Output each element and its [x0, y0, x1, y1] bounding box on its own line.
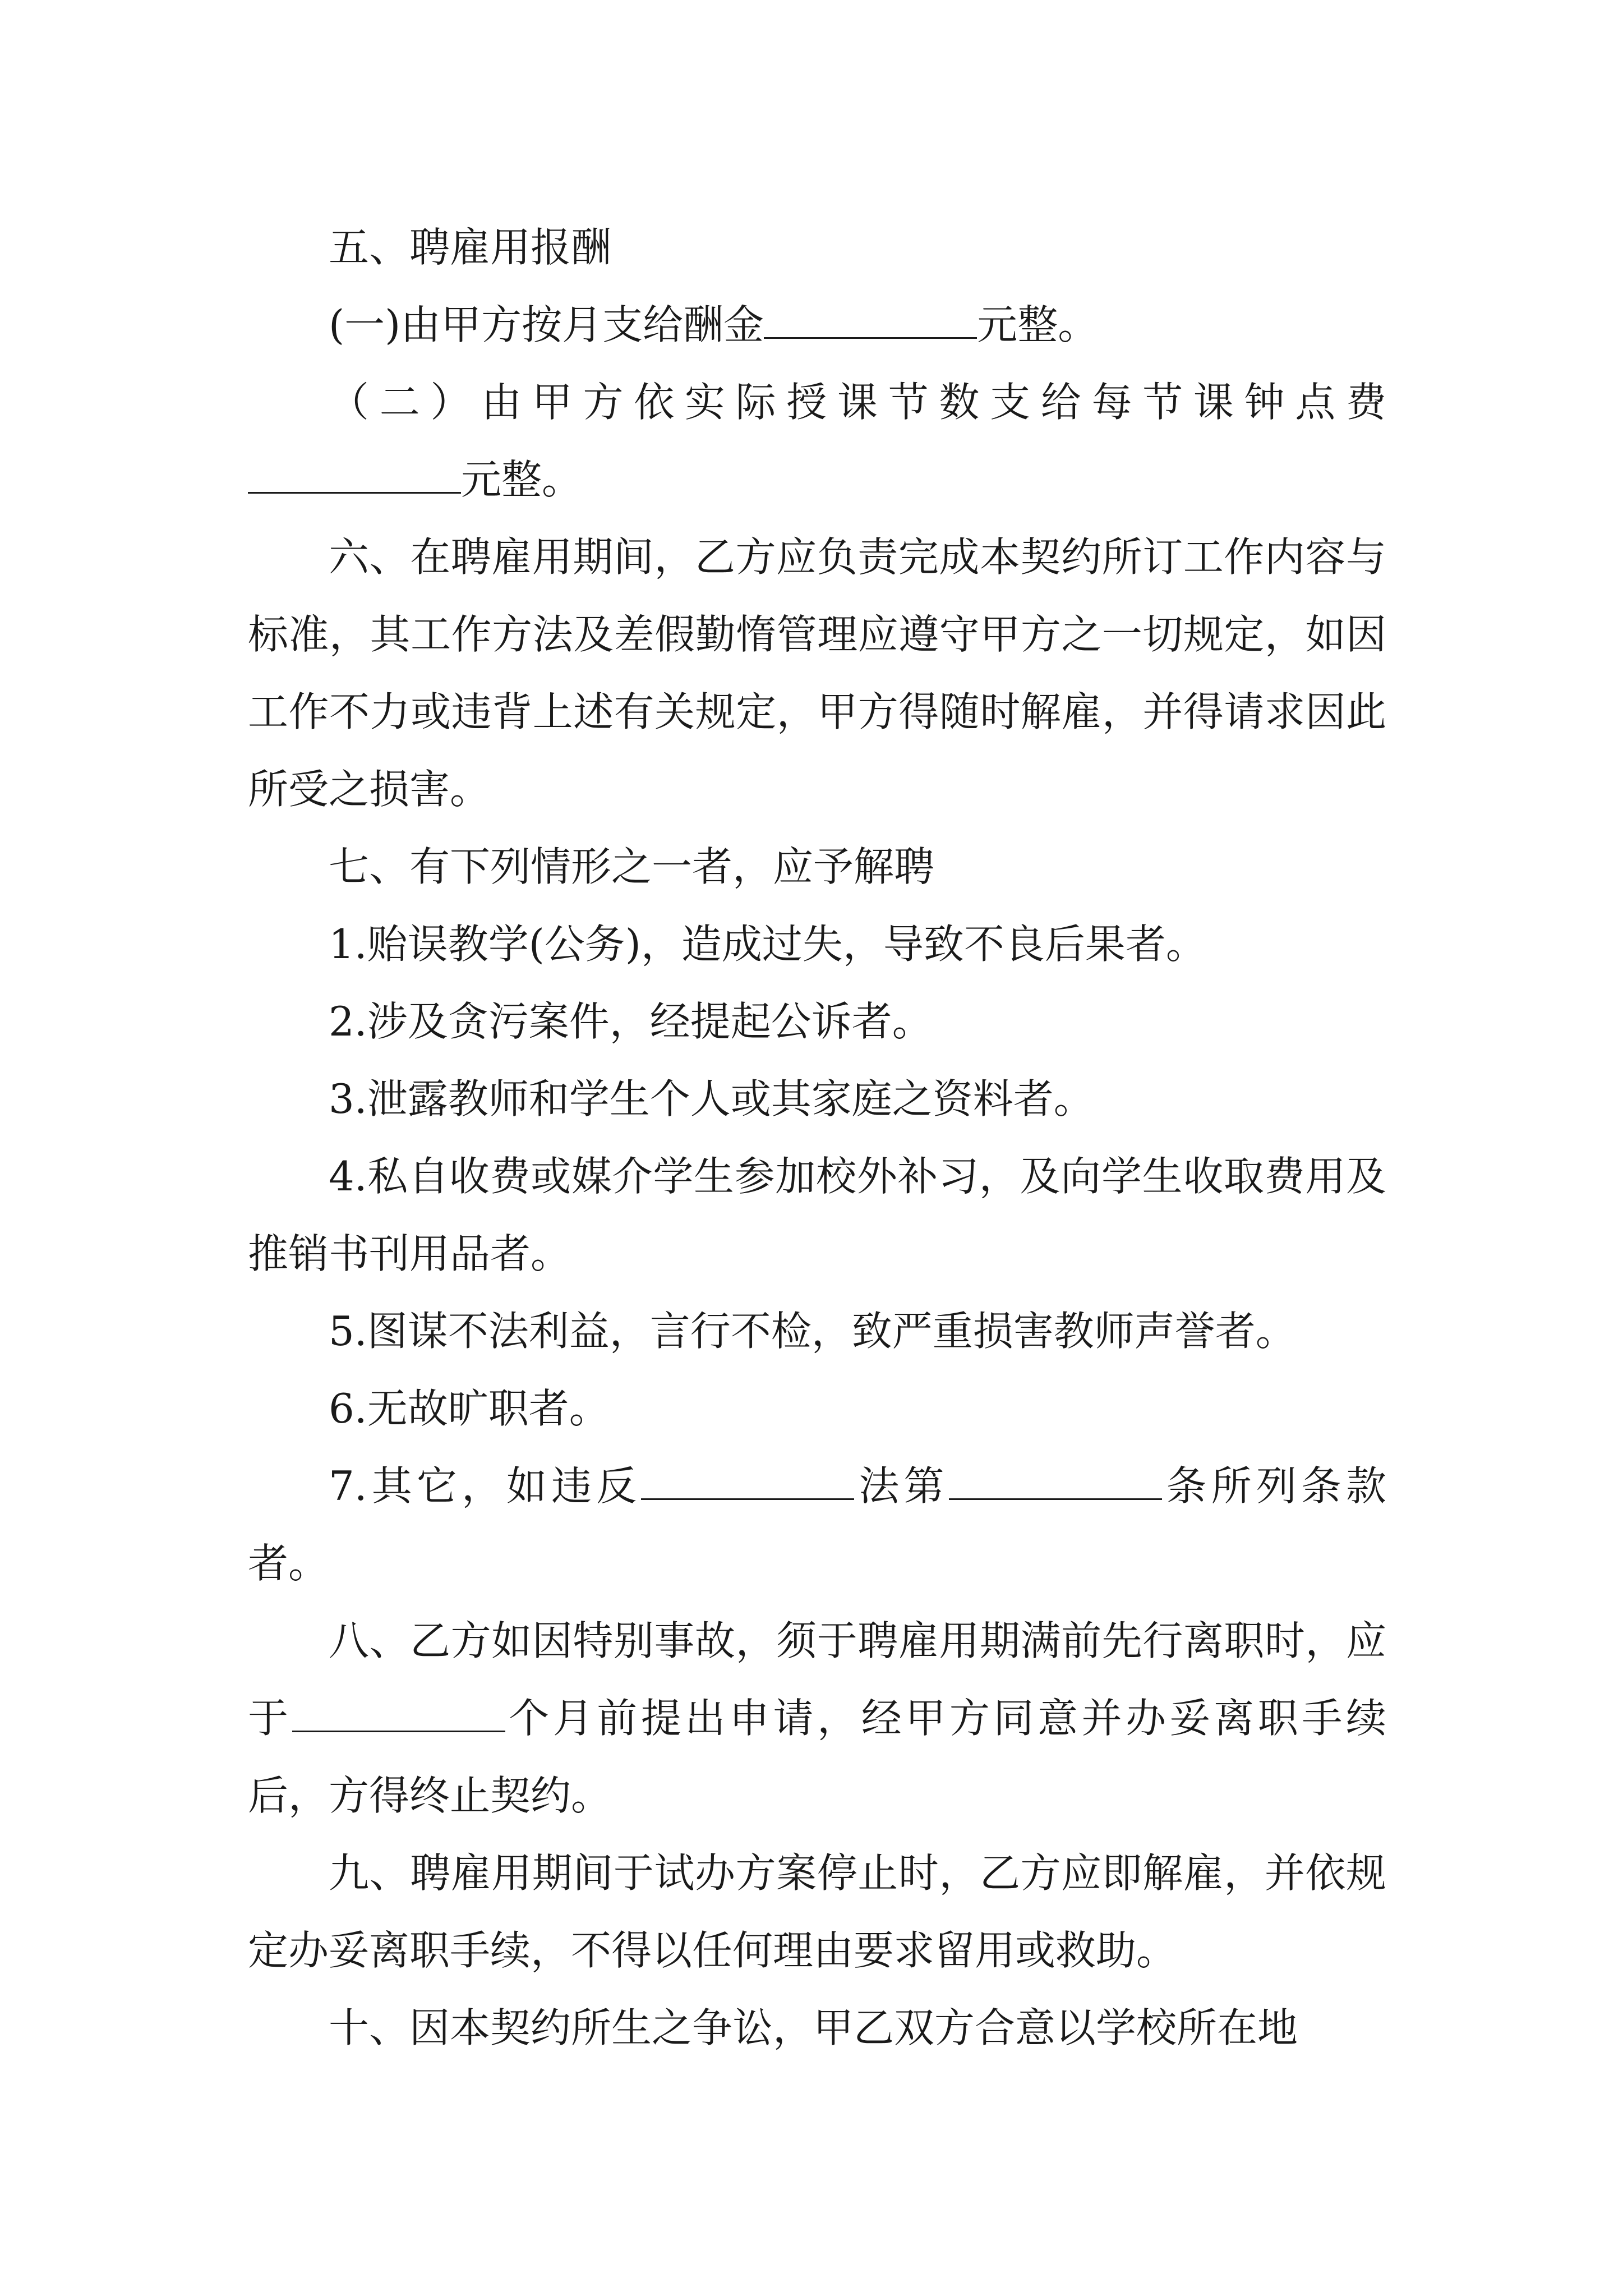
list-item-text: 6.无故旷职者。: [329, 1385, 610, 1432]
list-item-text: 条所列条款者。: [248, 1462, 1386, 1587]
section-text: 八、乙方如因特别事故，须于聘雇用期满前先行离职时，应于: [248, 1617, 1386, 1742]
section-program-termination: [248, 1834, 1386, 1989]
clause-monthly-pay: [248, 286, 1386, 364]
clause-text: (一)由甲方按月支给酬金: [329, 301, 764, 348]
document-body: [248, 209, 1386, 2067]
fill-in-blank: [764, 303, 977, 339]
section-heading-text: 五、聘雇用报酬: [329, 224, 612, 271]
list-item: [248, 905, 1386, 983]
list-item-text: 2.涉及贪污案件，经提起公诉者。: [329, 998, 933, 1045]
list-item: [248, 1370, 1386, 1447]
clause-text: 元整。: [977, 301, 1099, 348]
clause-text: （二）由甲方依实际授课节数支给每节课钟点费: [329, 379, 1386, 426]
section-disputes: [248, 1989, 1386, 2067]
section-heading-remuneration: [248, 209, 1386, 286]
list-item-text: 5.图谋不法利益，言行不检，致严重损害教师声誉者。: [329, 1308, 1296, 1355]
section-duties: [248, 518, 1386, 828]
fill-in-blank: [292, 1697, 505, 1732]
list-item-text: 1.贻误教学(公务)，造成过失，导致不良后果者。: [329, 921, 1206, 968]
list-item: [248, 1447, 1386, 1602]
fill-in-blank: [248, 458, 461, 494]
list-item: [248, 1060, 1386, 1138]
clause-text: 元整。: [461, 456, 583, 503]
list-item-text: 3.泄露教师和学生个人或其家庭之资料者。: [329, 1075, 1094, 1122]
section-text: 六、在聘雇用期间，乙方应负责完成本契约所订工作内容与标准，其工作方法及差假勤惰管理应遵守甲方之一切规定，如因工作不力或违背上述有关规定，甲方得随时解雇，并得请求因此所受之损害。: [248, 533, 1386, 813]
fill-in-blank: [641, 1465, 854, 1500]
list-item: [248, 1292, 1386, 1370]
list-item-text: 法第: [854, 1462, 949, 1510]
list-item: [248, 1138, 1386, 1292]
clause-hourly-pay: [248, 364, 1386, 518]
list-item-text: 4.私自收费或媒介学生参加校外补习，及向学生收取费用及推销书刊用品者。: [248, 1153, 1386, 1277]
list-item-text: 7.其它，如违反: [329, 1462, 642, 1510]
section-heading-dismissal: [248, 828, 1386, 905]
fill-in-blank: [949, 1465, 1162, 1500]
section-text: 个月前提出申请，经甲方同意并办妥离职手续后，方得终止契约。: [248, 1695, 1386, 1819]
section-text: 九、聘雇用期间于试办方案停止时，乙方应即解雇，并依规定办妥离职手续，不得以任何理由要求留用或救助。: [248, 1849, 1386, 1974]
section-resignation: [248, 1602, 1386, 1834]
section-heading-text: 七、有下列情形之一者，应予解聘: [329, 843, 935, 890]
section-text: 十、因本契约所生之争讼，甲乙双方合意以学校所在地: [329, 2004, 1298, 2051]
list-item: [248, 983, 1386, 1060]
